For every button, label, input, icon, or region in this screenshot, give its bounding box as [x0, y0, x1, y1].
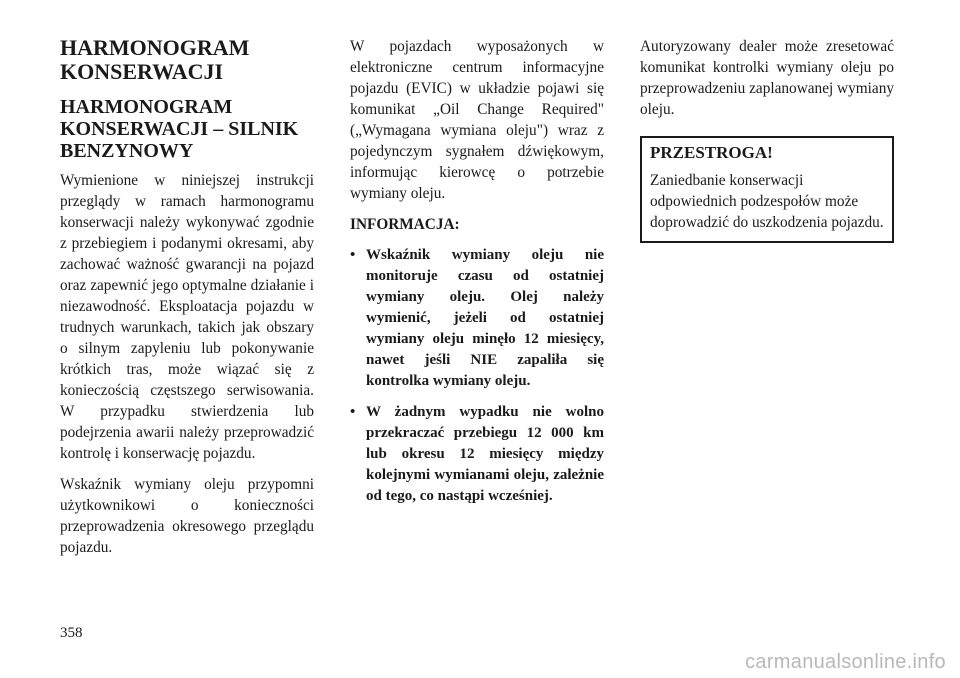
- column-left: [60, 36, 314, 568]
- caution-text: Zaniedbanie konserwacji odpowiednich podzespołów może doprowadzić do uszkodzenia pojazdu.: [650, 172, 884, 231]
- info-bullet-text: W żadnym wypadku nie wolno przekraczać przebiegu 12 000 km lub okresu 12 miesięcy między kolejnymi wymianami oleju, zależnie od tego, co nastąpi wcześniej.: [366, 404, 604, 504]
- info-label: INFORMACJA:: [350, 216, 460, 233]
- info-bullet-list: [350, 245, 604, 507]
- section-title: HARMONOGRAM KONSERWACJI – SILNIK BENZYNOWY: [60, 96, 299, 162]
- intro-paragraph: Wymienione w niniejszej instrukcji przeglądy w ramach harmonogramu konserwacji należy wykonywać zgodnie z przebiegiem i podanymi okresami, aby zachować ważność gwarancji na pojazd oraz zapewnić jego optymalne działanie i niezawodność. Eksploatacja pojazdu w trudnych warunkach, takich jak obszary o silnym zapyleniu lub pokonywanie krótkich tras, może wiązać się z konieczością częstszego serwisowania. W przypadku stwierdzenia lub podejrzenia awarii należy przeprowadzić kontrolę i konserwację pojazdu.: [60, 172, 314, 462]
- info-bullet-text: Wskaźnik wymiany oleju nie monitoruje czasu od ostatniej wymiany oleju. Olej należy wymienić, jeżeli od ostatniej wymiany oleju minęło 12 miesięcy, nawet jeśli NIE zapaliła się kontrolka wymiany oleju.: [366, 247, 604, 389]
- dealer-reset-paragraph: Autoryzowany dealer może zresetować komunikat kontrolki wymiany oleju po przeprowadzeniu zaplanowanej wymiany oleju.: [640, 38, 894, 118]
- column-middle: [350, 36, 604, 517]
- info-bullet-item: [350, 402, 604, 507]
- info-bullet-item: [350, 245, 604, 392]
- oil-indicator-paragraph: Wskaźnik wymiany oleju przypomni użytkownikowi o konieczności przeprowadzenia okresowego przeglądu pojazdu.: [60, 476, 314, 556]
- column-right: [640, 36, 894, 243]
- page-number: 358: [60, 625, 83, 641]
- main-title: HARMONOGRAM KONSERWACJI: [60, 35, 250, 84]
- bullet-marker: •: [350, 247, 356, 263]
- caution-title: PRZESTROGA!: [650, 143, 773, 162]
- watermark: carmanualsonline.info: [745, 651, 946, 673]
- caution-box: [640, 136, 894, 243]
- evic-paragraph: W pojazdach wyposażonych w elektroniczne centrum informacyjne pojazdu (EVIC) w układzie pojawi się komunikat „Oil Change Required" („Wymagana wymiana oleju") wraz z pojedynczym sygnałem dźwiękowym, informując kierowcę o potrzebie wymiany oleju.: [350, 38, 604, 202]
- bullet-marker: •: [350, 404, 356, 420]
